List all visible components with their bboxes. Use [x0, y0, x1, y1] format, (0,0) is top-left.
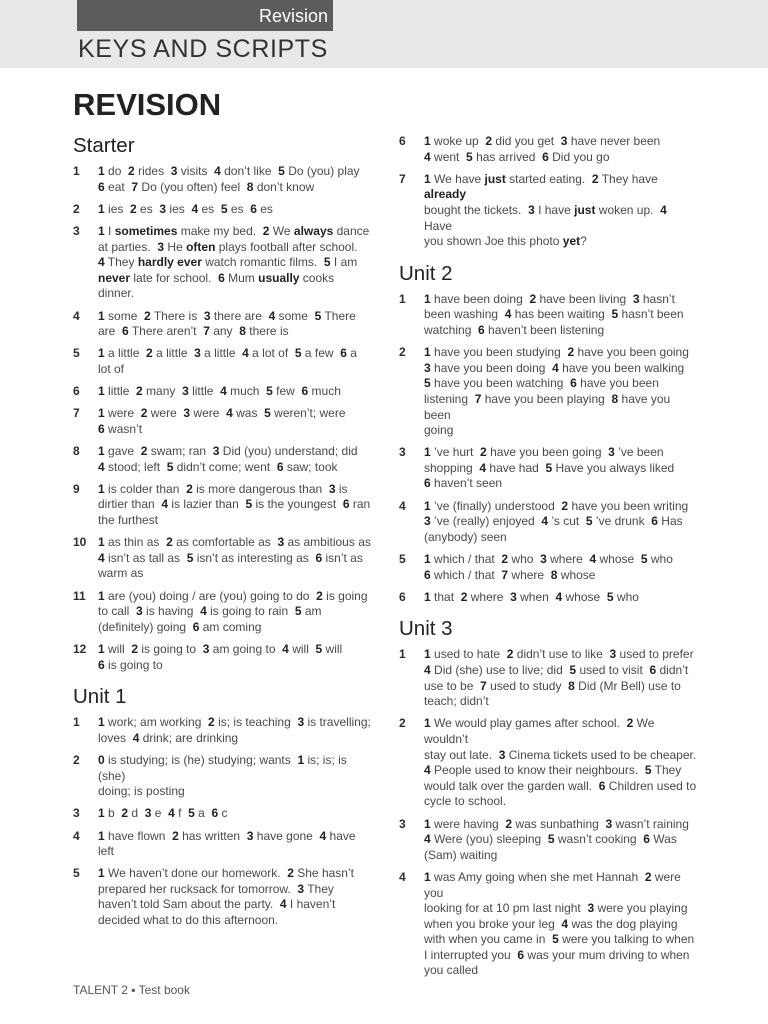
exercise-number: 6 — [73, 384, 80, 399]
exercise-answers: 1 were 2 were 3 were 4 was 5 weren’t; were 6 wasn’t — [98, 406, 346, 436]
exercise-answers: 1 will 2 is going to 3 am going to 4 will 5 will 6 is going to — [98, 641, 343, 672]
exercise-number: 2 — [399, 716, 406, 731]
exercise-number: 1 — [73, 715, 80, 730]
exercise-item — [399, 647, 697, 709]
exercise-answers: 1 We would play games after school. 2 We wouldn’t stay out late. 3 Cinema tickets used to be cheaper. 4 People used to know their neighbours. 5 They would talk over the garden wall. 6 Children used to cycle to school. — [424, 716, 697, 809]
page-title: REVISION — [73, 87, 222, 122]
exercise-item — [73, 482, 371, 529]
exercise-item — [399, 134, 697, 165]
answer-section — [399, 134, 697, 250]
exercise-item — [399, 499, 697, 546]
exercise-item — [399, 817, 697, 864]
right-column — [399, 134, 697, 991]
exercise-item — [73, 406, 371, 437]
exercise-number: 11 — [73, 588, 86, 603]
revision-tab — [77, 0, 333, 31]
exercise-answers: 1 I sometimes make my bed. 2 We always dance at parties. 3 He often plays football after school. 4 They hardly ever watch romantic films. 5 I am never late for school. 6 Mum usually cooks dinner. — [98, 223, 370, 301]
exercise-number: 1 — [73, 164, 80, 178]
section-heading: Unit 2 — [399, 261, 453, 285]
answer-section — [399, 617, 697, 979]
exercise-number: 6 — [399, 589, 406, 604]
section-heading: Starter — [73, 134, 135, 157]
exercise-answers: 1 ’ve hurt 2 have you been going 3 ’ve been shopping 4 have had 5 Have you always liked 6 haven’t seen — [424, 445, 675, 491]
exercise-answers: 1 some 2 There is 3 there are 4 some 5 There are 6 There aren’t 7 any 8 there is — [98, 308, 356, 339]
exercise-item — [399, 345, 697, 439]
exercise-answers: 1 ’ve (finally) understood 2 have you been writing 3 ’ve (really) enjoyed 4 ’s cut 5 ’ve drunk 6 Has (anybody) seen — [424, 498, 689, 544]
exercise-answers: 0 is studying; is (he) studying; wants 1 is; is; is (she) doing; is posting — [98, 752, 347, 799]
exercise-answers: 1 were having 2 was sunbathing 3 wasn’t raining 4 Were (you) sleeping 5 wasn’t cooking 6 Was (Sam) waiting — [424, 816, 689, 862]
exercise-answers: 1 have you been studying 2 have you been going 3 have you been doing 4 have you been walking 5 have you been watching 6 have you been listening 7 have you been playing 8 have you been going — [424, 345, 689, 438]
exercise-answers: 1 are (you) doing / are (you) going to do 2 is going to call 3 is having 4 is going to rain 5 am (definitely) going 6 am coming — [98, 588, 368, 634]
exercise-answers: 1 used to hate 2 didn’t use to like 3 used to prefer 4 Did (she) use to live; did 5 used to visit 6 didn’t use to be 7 used to study 8 Did (Mr Bell) use to teach; didn’t — [424, 647, 694, 709]
exercise-number: 2 — [73, 752, 80, 767]
exercise-number: 4 — [399, 869, 406, 884]
exercise-number: 3 — [399, 445, 406, 460]
exercise-item — [73, 753, 371, 800]
exercise-item — [73, 202, 371, 218]
exercise-answers: 1 have flown 2 has written 3 have gone 4 have left — [98, 828, 356, 859]
answer-section — [73, 134, 371, 673]
exercise-number: 6 — [399, 134, 406, 148]
exercise-item — [399, 590, 697, 606]
exercise-number: 3 — [73, 806, 80, 821]
exercise-number: 9 — [73, 481, 80, 496]
exercise-answers: 1 do 2 rides 3 visits 4 don’t like 5 Do (you) play 6 eat 7 Do (you often) feel 8 don’t know — [98, 164, 360, 194]
exercise-item — [399, 552, 697, 583]
exercise-item — [73, 642, 371, 673]
left-column — [73, 134, 371, 941]
exercise-number: 3 — [73, 223, 80, 238]
exercise-item — [73, 164, 371, 195]
exercise-number: 7 — [73, 406, 80, 421]
exercise-item — [73, 806, 371, 822]
exercise-number: 1 — [399, 647, 406, 662]
exercise-item — [73, 309, 371, 340]
exercise-answers: 1 that 2 where 3 when 4 whose 5 who — [424, 589, 639, 604]
exercise-answers: 1 as thin as 2 as comfortable as 3 as ambitious as 4 isn’t as tall as 5 isn’t as interesting as 6 isn’t as warm as — [98, 535, 371, 581]
answer-section — [399, 262, 697, 606]
exercise-number: 5 — [73, 866, 80, 881]
exercise-answers: 1 We haven’t done our homework. 2 She hasn’t prepared her rucksack for tomorrow. 3 They haven’t told Sam about the party. 4 I haven’t decided what to do this afternoon. — [98, 866, 354, 928]
exercise-item — [73, 589, 371, 636]
exercise-number: 10 — [73, 535, 87, 550]
exercise-number: 7 — [399, 171, 406, 186]
exercise-answers: 1 woke up 2 did you get 3 have never been 4 went 5 has arrived 6 Did you go — [424, 134, 661, 164]
revision-tab-label: Revision — [258, 6, 328, 26]
exercise-answers: 1 a little 2 a little 3 a little 4 a lot of 5 a few 6 a lot of — [98, 346, 357, 376]
exercise-answers: 1 b 2 d 3 e 4 f 5 a 6 c — [98, 806, 228, 821]
exercise-item — [73, 224, 371, 302]
exercise-item — [73, 866, 371, 928]
exercise-number: 5 — [399, 552, 406, 567]
exercise-answers: 1 little 2 many 3 little 4 much 5 few 6 much — [98, 384, 341, 399]
exercise-answers: 1 We have just started eating. 2 They have already bought the tickets. 3 I have just woken up. 4 Have you shown Joe this photo yet? — [424, 171, 667, 249]
answer-section — [73, 685, 371, 929]
exercise-number: 4 — [73, 828, 80, 843]
exercise-item — [399, 172, 697, 250]
exercise-number: 4 — [73, 308, 80, 323]
exercise-answers: 1 ies 2 es 3 ies 4 es 5 es 6 es — [98, 201, 273, 216]
exercise-number: 2 — [73, 201, 80, 216]
section-title: KEYS AND SCRIPTS — [78, 35, 328, 63]
exercise-item — [73, 535, 371, 582]
exercise-number: 8 — [73, 444, 80, 459]
exercise-number: 3 — [399, 816, 406, 831]
exercise-number: 4 — [399, 498, 406, 513]
exercise-number: 5 — [73, 346, 80, 361]
section-heading: Unit 3 — [399, 617, 453, 641]
exercise-answers: 1 is colder than 2 is more dangerous than 3 is dirtier than 4 is lazier than 5 is the youngest 6 ran the furthest — [98, 481, 371, 528]
exercise-number: 2 — [399, 345, 406, 360]
exercise-answers: 1 work; am working 2 is; is teaching 3 is travelling; loves 4 drink; are drinking — [98, 715, 371, 745]
exercise-number: 12 — [73, 641, 87, 656]
exercise-item — [73, 715, 371, 746]
exercise-item — [399, 870, 697, 979]
exercise-number: 1 — [399, 291, 406, 306]
exercise-answers: 1 have been doing 2 have been living 3 hasn’t been washing 4 has been waiting 5 hasn’t been watching 6 haven’t been listening — [424, 291, 684, 337]
exercise-item — [399, 292, 697, 339]
section-heading: Unit 1 — [73, 685, 127, 709]
exercise-item — [73, 829, 371, 860]
exercise-item — [73, 444, 371, 475]
exercise-item — [399, 716, 697, 810]
footer: TALENT 2 ▪ Test book — [73, 983, 190, 997]
exercise-answers: 1 which / that 2 who 3 where 4 whose 5 who 6 which / that 7 where 8 whose — [424, 552, 673, 582]
exercise-item — [73, 384, 371, 400]
exercise-item — [399, 445, 697, 492]
exercise-item — [73, 346, 371, 377]
exercise-answers: 1 gave 2 swam; ran 3 Did (you) understand; did 4 stood; left 5 didn’t come; went 6 saw; took — [98, 444, 358, 474]
exercise-answers: 1 was Amy going when she met Hannah 2 were you looking for at 10 pm last night 3 were you playing when you broke your leg 4 was the dog playing with when you came in 5 were you talking to when I interrupted you 6 was your mum driving to when you called — [424, 869, 695, 978]
